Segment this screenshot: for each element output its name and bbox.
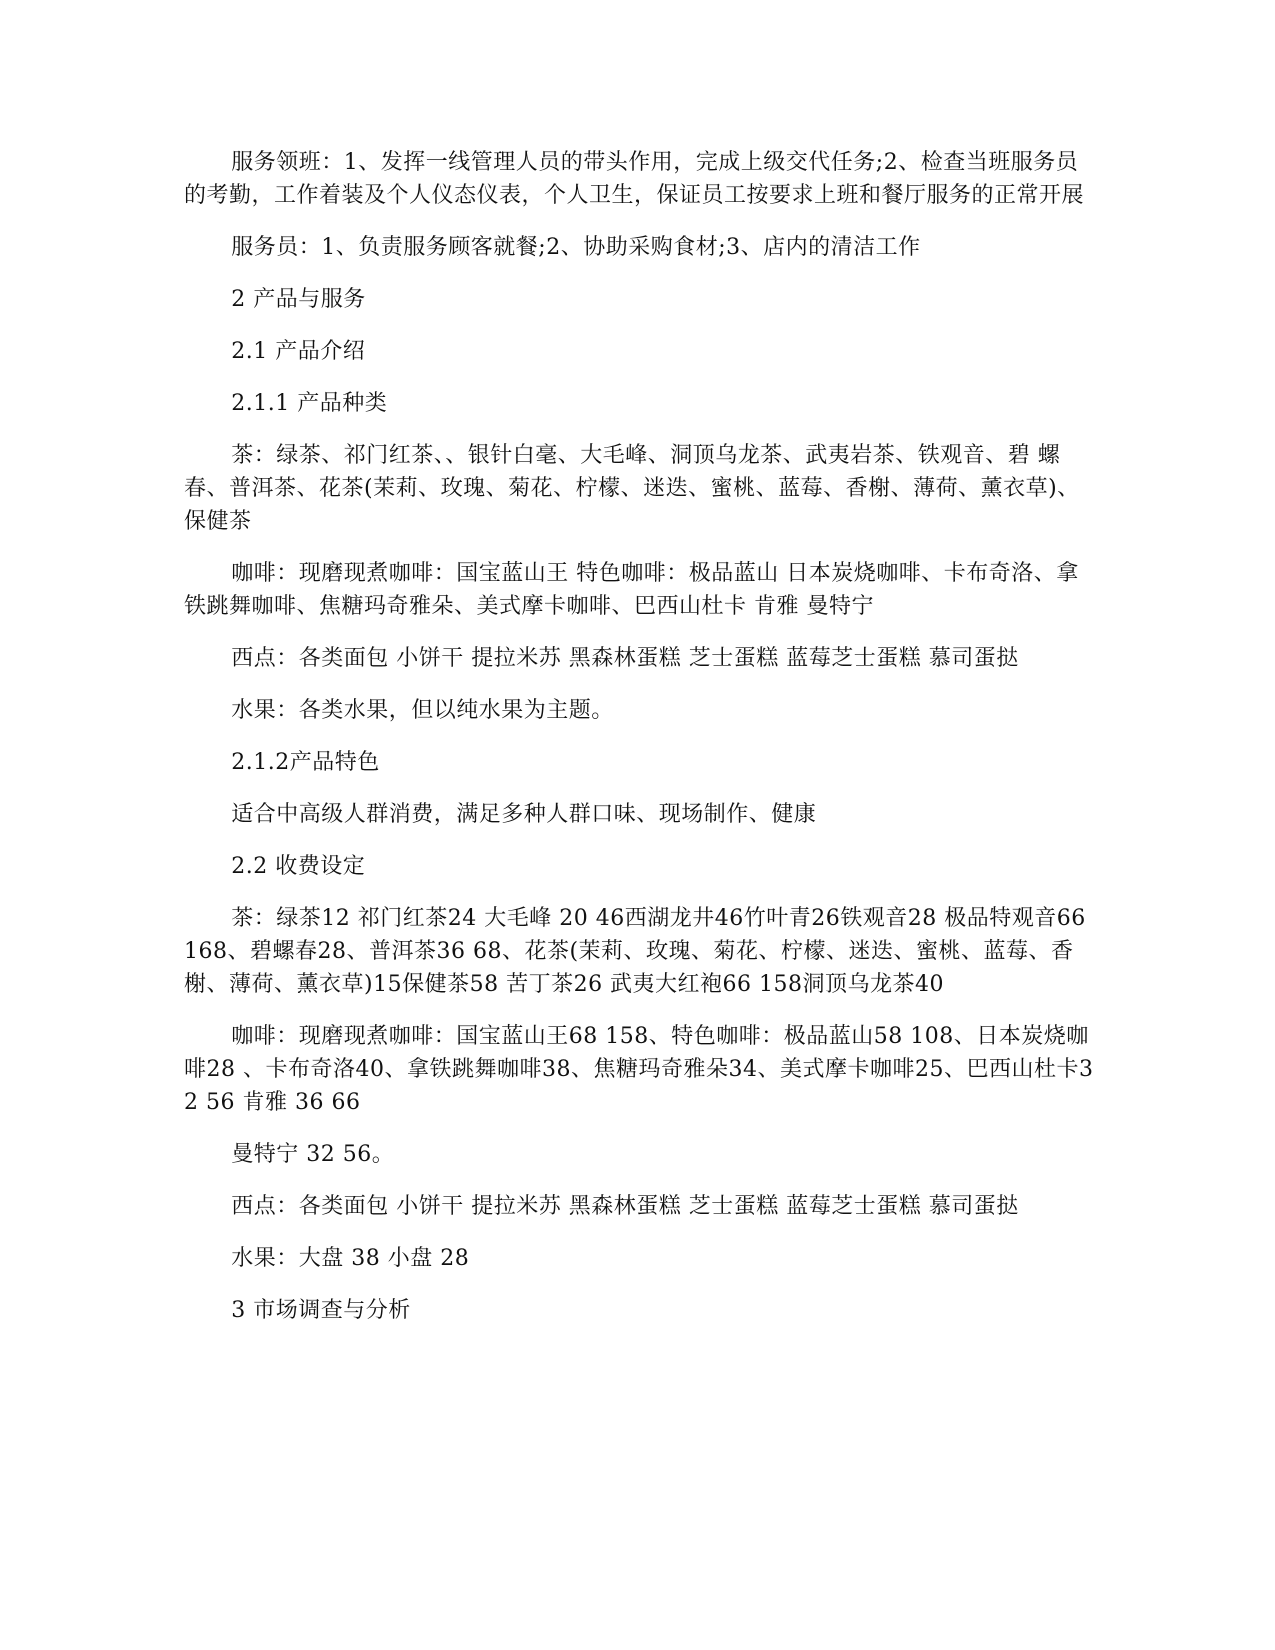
- paragraph-pastry-prices: 西点：各类面包 小饼干 提拉米苏 黑森林蛋糕 芝士蛋糕 蓝莓芝士蛋糕 慕司蛋挞: [231, 1194, 1019, 1219]
- heading-products-services: 2 产品与服务: [231, 287, 366, 312]
- paragraph-coffee-prices: 咖啡：现磨现煮咖啡：国宝蓝山王68 158、特色咖啡：极品蓝山58 108、日本炭烧咖啡28 、卡布奇洛40、拿铁跳舞咖啡38、焦糖玛奇雅朵34、美式摩卡咖啡25、巴西山杜卡32 56 肯雅 36 66: [184, 1024, 1094, 1115]
- paragraph-fruit-types: 水果：各类水果，但以纯水果为主题。: [231, 698, 614, 723]
- paragraph-features: 适合中高级人群消费，满足多种人群口味、现场制作、健康: [231, 802, 817, 827]
- heading-product-types: 2.1.1 产品种类: [231, 391, 388, 416]
- heading-pricing: 2.2 收费设定: [231, 854, 366, 879]
- heading-product-intro: 2.1 产品介绍: [231, 339, 366, 364]
- paragraph-tea-types: 茶：绿茶、祁门红茶、、银针白毫、大毛峰、洞顶乌龙茶、武夷岩茶、铁观音、碧 螺春、普洱茶、花茶(茉莉、玫瑰、菊花、柠檬、迷迭、蜜桃、蓝莓、香榭、薄荷、薰衣草)、保健茶: [184, 443, 1080, 534]
- paragraph-coffee-types: 咖啡：现磨现煮咖啡：国宝蓝山王 特色咖啡：极品蓝山 日本炭烧咖啡、卡布奇洛、拿铁跳舞咖啡、焦糖玛奇雅朵、美式摩卡咖啡、巴西山杜卡 肯雅 曼特宁: [184, 561, 1079, 619]
- document-body: [184, 146, 1094, 1346]
- paragraph-tea-prices: 茶：绿茶12 祁门红茶24 大毛峰 20 46西湖龙井46竹叶青26铁观音28 极品特观音66 168、碧螺春28、普洱茶36 68、花茶(茉莉、玫瑰、菊花、柠檬、迷迭、蜜桃、蓝莓、香榭、薄荷、薰衣草)15保健茶58 苦丁茶26 武夷大红袍66 158洞顶乌龙茶40: [184, 906, 1086, 997]
- heading-market-research: 3 市场调查与分析: [231, 1298, 411, 1323]
- paragraph-waiter: 服务员：1、负责服务顾客就餐;2、协助采购食材;3、店内的清洁工作: [231, 235, 921, 260]
- paragraph-fruit-prices: 水果：大盘 38 小盘 28: [231, 1246, 470, 1271]
- heading-product-features: 2.1.2产品特色: [231, 750, 380, 775]
- paragraph-service-supervisor: 服务领班：1、发挥一线管理人员的带头作用，完成上级交代任务;2、检查当班服务员的考勤，工作着装及个人仪态仪表，个人卫生，保证员工按要求上班和餐厅服务的正常开展: [184, 150, 1085, 208]
- paragraph-mandheling-price: 曼特宁 32 56。: [231, 1142, 395, 1167]
- paragraph-pastry-types: 西点：各类面包 小饼干 提拉米苏 黑森林蛋糕 芝士蛋糕 蓝莓芝士蛋糕 慕司蛋挞: [231, 646, 1019, 671]
